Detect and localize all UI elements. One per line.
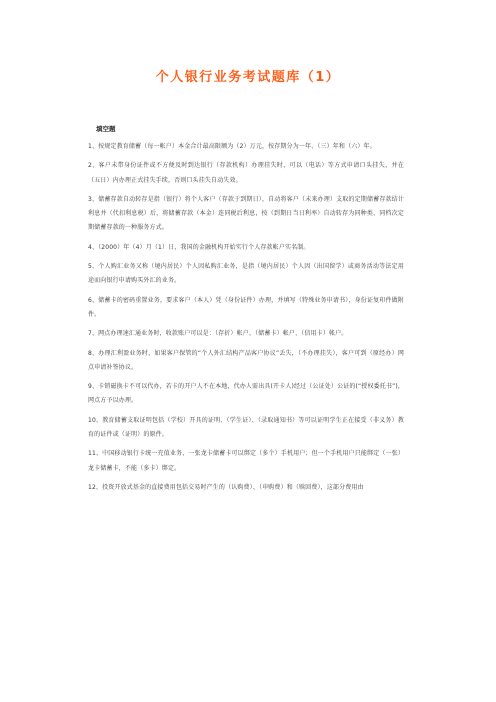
question-item: 1、按规定教育储蓄（每一帐户）本金合计最高限额为（2）万元，按存期分为一年、（三）年和（六）年。 (88, 143, 376, 150)
question-item: 11、中国移动银行卡统一充值业务，一张龙卡储蓄卡可以绑定（多个）手机用户；但一个手机用户只能绑定（一张）龙卡储蓄卡，不能（多卡）绑定。 (88, 450, 404, 472)
question-item: 2、客户未带身份证件或不方便及时到达银行（存款机构）办理挂失时，可以（电话）等方式申请口头挂失，并在（五日）内办理正式挂失手续，否则口头挂失自动失效。 (88, 162, 404, 184)
question-item: 10、教育储蓄支取证明包括（学校）开具的证明、（学生证）、（录取通知书）等可以证明学生正在接受（非义务）教育的证件或（证明）的原件。 (88, 416, 404, 439)
document-title: 个人银行业务考试题库（1） (155, 70, 341, 85)
question-list (88, 140, 404, 500)
question-item: 8、办理汇利盈业务时，如果客户保管的“个人外汇结构产品客户协议”丢失，（不办理挂失），客户可到（原经办）网点申请补签协议。 (88, 349, 404, 371)
question-item: 5、个人购汇业务又称（境内居民）个人因私购汇业务，是指（境内居民）个人因（出国留学）或商务活动等法定用途而向银行申请购买外汇的业务。 (88, 263, 404, 285)
section-heading: 填空题 (96, 125, 116, 133)
question-item: 12、投资开放式基金的直接费用包括交易时产生的（认购费）、（申购费）和（赎回费），这部分费用由 (88, 483, 364, 491)
question-item: 3、储蓄存款自动转存是指（银行）将个人客户（存款于到期日），自动将客户（未来办理）支取的定期储蓄存款结计利息并（代扣利息税）后，将储蓄存款（本金）连同税后利息，按（到期日当日利率）自动转存为同种类、同档次定期储蓄存款的一种服务方式。 (88, 195, 404, 232)
question-item: 7、网点办理速汇通业务时，收款账户可以是：（存折）帐户、（储蓄卡）帐户、（信用卡）帐户。 (88, 330, 348, 338)
question-item: 9、卡销磁换卡不可以代办，若卡的开户人不在本地，代办人需出具(开卡人)经过（公证处）公证的(“授权委托书”)，网点方予以办理。 (88, 383, 404, 405)
question-item: 4、（2000）年（4）月（1）日，我国的金融机构开始实行个人存款帐户实名制。 (88, 243, 310, 251)
question-item: 6、储蓄卡的密码重置业务，要求客户（本人）凭（身份证件）办理，并填写（特殊业务申请书），身份证复印件做附件。 (88, 296, 404, 318)
